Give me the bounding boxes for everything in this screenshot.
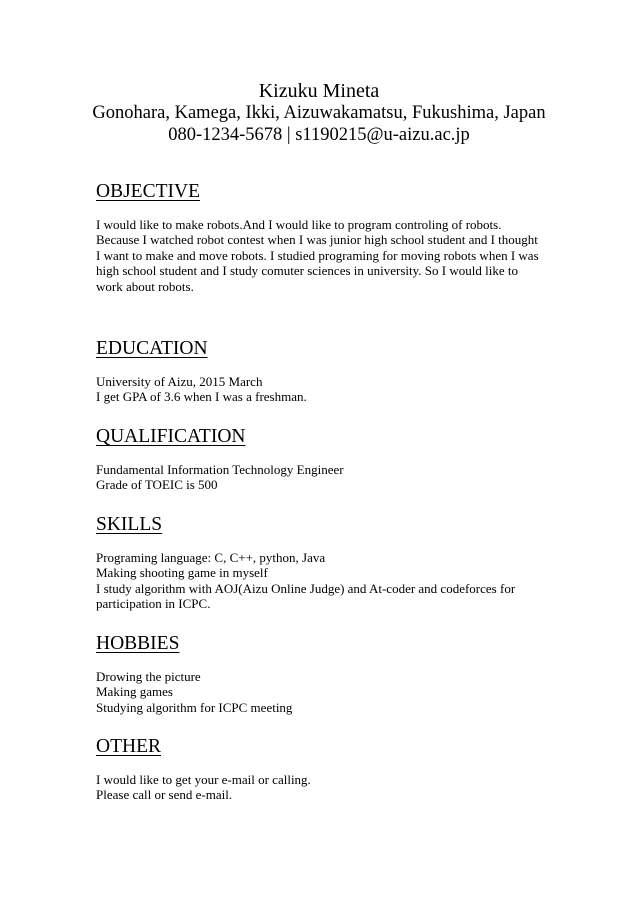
objective-body	[96, 217, 556, 294]
education-heading: EDUCATION	[96, 338, 208, 359]
qualification-line: Grade of TOEIC is 500	[96, 477, 218, 493]
hobbies-section	[96, 633, 556, 715]
hobbies-line: Making games	[96, 684, 173, 700]
qualification-body	[96, 462, 556, 493]
qualification-line: Fundamental Information Technology Engineer	[96, 462, 344, 477]
skills-heading: SKILLS	[96, 514, 163, 535]
education-body	[96, 374, 556, 405]
hobbies-heading: HOBBIES	[96, 633, 180, 654]
objective-line: Because I watched robot contest when I was junior high school student and I thought	[96, 232, 538, 248]
hobbies-line: Drowing the picture	[96, 669, 201, 684]
objective-section	[96, 181, 556, 294]
skills-line: I study algorithm with AOJ(Aizu Online Judge) and At-coder and codeforces for	[96, 580, 516, 596]
hobbies-line: Studying algorithm for ICPC meeting	[96, 699, 293, 715]
objective-line: I want to make and move robots. I studied programing for moving robots when I was	[96, 247, 539, 263]
other-line: Please call or send e-mail.	[96, 787, 233, 803]
skills-line: participation in ICPC.	[96, 596, 211, 612]
applicant-address: Gonohara, Kamega, Ikki, Aizuwakamatsu, Fukushima, Japan	[92, 103, 546, 123]
skills-body	[96, 550, 556, 612]
objective-line: work about robots.	[96, 278, 194, 294]
qualification-heading: QUALIFICATION	[96, 426, 246, 447]
other-body	[96, 772, 556, 803]
qualification-section	[96, 426, 556, 493]
other-line: I would like to get your e-mail or calling.	[96, 772, 311, 787]
applicant-name: Kizuku Mineta	[258, 80, 380, 102]
other-heading: OTHER	[96, 736, 161, 757]
applicant-contact: 080-1234-5678 | s1190215@u-aizu.ac.jp	[168, 125, 470, 145]
resume-header	[0, 80, 638, 146]
education-section	[96, 338, 556, 405]
skills-section	[96, 514, 556, 612]
objective-heading: OBJECTIVE	[96, 181, 200, 202]
objective-line: I would like to make robots.And I would like to program controling of robots.	[96, 217, 502, 232]
objective-line: high school student and I study comuter sciences in university. So I would like to	[96, 263, 518, 279]
hobbies-body	[96, 669, 556, 715]
education-line: I get GPA of 3.6 when I was a freshman.	[96, 389, 307, 405]
other-section	[96, 736, 556, 803]
education-line: University of Aizu, 2015 March	[96, 374, 263, 389]
skills-line: Making shooting game in myself	[96, 565, 268, 581]
skills-line: Programing language: C, C++, python, Java	[96, 550, 326, 565]
